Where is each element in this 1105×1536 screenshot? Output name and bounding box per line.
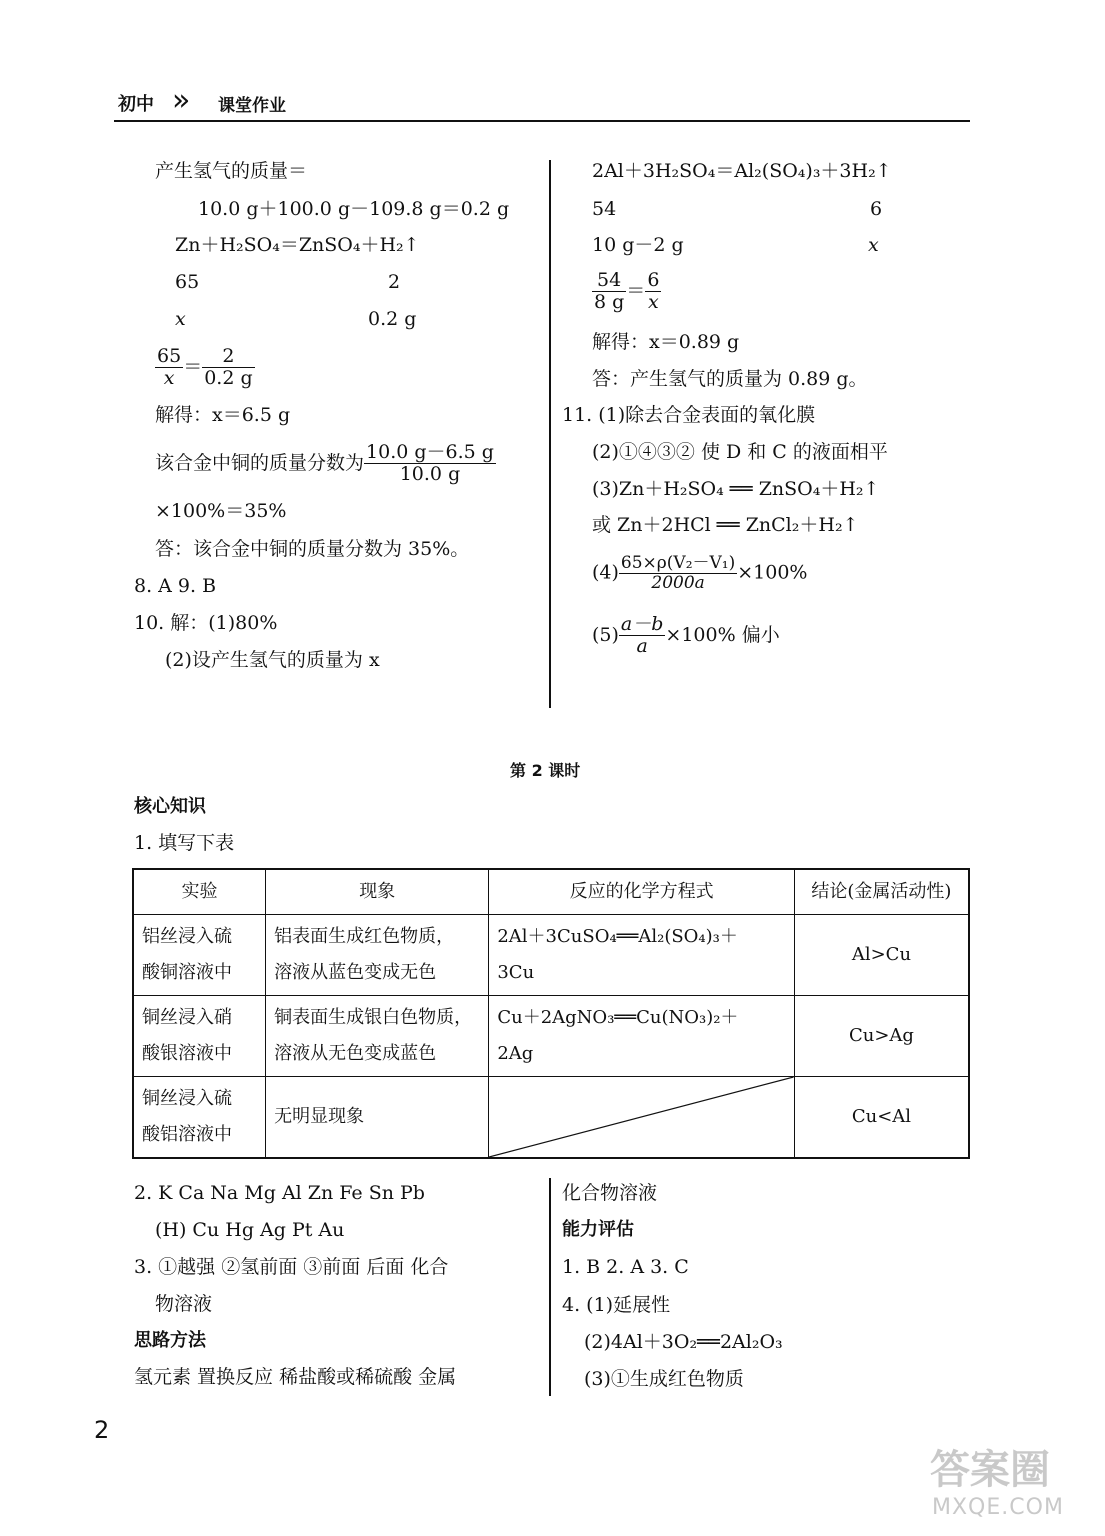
left-equation-zn: Zn＋H₂SO₄＝ZnSO₄＋H₂↑ xyxy=(175,234,420,256)
right-ratio-8g: 10 g－2 g xyxy=(592,234,684,256)
right-q11-3-alt: 或 Zn＋2HCl ══ ZnCl₂＋H₂↑ xyxy=(592,514,859,536)
right-q11-3: (3)Zn＋H₂SO₄ ══ ZnSO₄＋H₂↑ xyxy=(592,478,880,500)
left-solve-x: 解得：x＝6.5 g xyxy=(155,404,291,426)
ability-heading: 能力评估 xyxy=(562,1219,634,1240)
cell-conclusion: Al>Cu xyxy=(794,915,969,996)
left-ratio-65: 65 xyxy=(175,271,200,293)
section-title: 第 2 课时 xyxy=(510,761,581,780)
diagonal-slash xyxy=(489,1077,794,1157)
bottom-column-divider xyxy=(549,1178,551,1396)
left-copper-fraction-line: 该合金中铜的质量分数为 $\frac{10.0 g-6.5 g}{10.0 g}$ xyxy=(155,441,494,485)
table-row xyxy=(133,996,969,1077)
method-answer: 氢元素 置换反应 稀盐酸或稀硫酸 金属 xyxy=(134,1366,457,1388)
right-answer-hydrogen: 答：产生氢气的质量为 0.89 g。 xyxy=(592,368,868,390)
header-brand: 初中 xyxy=(118,94,154,115)
fraction-54-over-8g: $\frac{54}{8 g}$ xyxy=(594,269,625,313)
method-heading: 思路方法 xyxy=(134,1330,206,1351)
watermark-logo: 答案圈 xyxy=(930,1447,1050,1493)
watermark-url: MXQE.COM xyxy=(932,1495,1064,1520)
right-ratio-x: x xyxy=(868,234,879,256)
cell-experiment: 铜丝浸入硝 酸银溶液中 xyxy=(133,996,266,1077)
ability-q4-3: (3)①生成红色物质 xyxy=(584,1368,744,1390)
right-fraction-equation: $\frac{54}{8 g}$ ＝ $\frac{6}{x}$ xyxy=(594,269,660,313)
cell-equation: 2Al＋3CuSO₄══Al₂(SO₄)₃＋ 3Cu xyxy=(489,915,795,996)
q3-answer: 3. ①越强 ②氢前面 ③前面 后面 化合 xyxy=(134,1256,449,1278)
left-ratio-x: x xyxy=(175,308,186,330)
q3-answer-cont: 物溶液 xyxy=(155,1293,213,1315)
left-line-1: 产生氢气的质量＝ xyxy=(155,160,308,182)
th-equation: 反应的化学方程式 xyxy=(489,869,795,915)
cell-experiment: 铜丝浸入硫 酸铝溶液中 xyxy=(133,1077,266,1159)
page-number: 2 xyxy=(94,1416,110,1444)
ability-q1-3: 1. B 2. A 3. C xyxy=(562,1256,689,1278)
ability-q4-2: (2)4Al＋3O₂══2Al₂O₃ xyxy=(584,1331,783,1353)
fraction-6-over-x: $\frac{6}{x}$ xyxy=(647,269,660,313)
double-chevron-icon: » xyxy=(172,83,191,118)
fraction-65-over-x: $\frac{65}{x}$ xyxy=(157,345,182,389)
left-ratio-02g: 0.2 g xyxy=(368,308,417,330)
left-q10: 10. 解：(1)80% xyxy=(134,612,278,634)
table-row xyxy=(133,915,969,996)
cell-equation: Cu＋2AgNO₃══Cu(NO₃)₂＋ 2Ag xyxy=(489,996,795,1077)
experiment-table xyxy=(132,868,970,1159)
left-q8-q9: 8. A 9. B xyxy=(134,575,217,597)
right-solve-x: 解得：x＝0.89 g xyxy=(592,331,740,353)
q2-metal-series: 2. K Ca Na Mg Al Zn Fe Sn Pb xyxy=(134,1182,425,1204)
left-line-2: 10.0 g＋100.0 g－109.8 g＝0.2 g xyxy=(198,198,510,220)
fraction-2-over-02g: $\frac{2}{0.2 g}$ xyxy=(204,345,253,389)
left-ratio-2: 2 xyxy=(388,271,401,293)
left-answer-copper: 答：该合金中铜的质量分数为 35%。 xyxy=(155,538,470,560)
th-conclusion: 结论(金属活动性) xyxy=(794,869,969,915)
cell-phenomenon: 铝表面生成红色物质， 溶液从蓝色变成无色 xyxy=(266,915,489,996)
fraction-q11-5: $\frac{a-b}{a}$ xyxy=(620,613,664,657)
th-experiment: 实验 xyxy=(133,869,266,915)
core-knowledge-heading: 核心知识 xyxy=(134,796,206,817)
fraction-q11-4: $\frac{\text{65×ρ(V₂－V₁)}}{2000a}$ xyxy=(620,553,736,593)
ability-q4-1: 4. (1)延展性 xyxy=(562,1294,671,1316)
cell-experiment: 铝丝浸入硫 酸铜溶液中 xyxy=(133,915,266,996)
top-column-divider xyxy=(549,160,551,708)
table-header-row xyxy=(133,869,969,915)
th-phenomenon: 现象 xyxy=(266,869,489,915)
q1-fill-table: 1. 填写下表 xyxy=(134,832,235,854)
q2-metal-series-cont: (H) Cu Hg Ag Pt Au xyxy=(155,1219,345,1241)
right-equation-al: 2Al＋3H₂SO₄＝Al₂(SO₄)₃＋3H₂↑ xyxy=(592,160,892,182)
cell-conclusion: Cu>Ag xyxy=(794,996,969,1077)
cell-conclusion: Cu<Al xyxy=(794,1077,969,1159)
left-q10-2: (2)设产生氢气的质量为 x xyxy=(165,649,380,671)
right-q11-4: (4) $\frac{\text{65×ρ(V₂－V₁)}}{2000a}$ ×100% xyxy=(592,553,808,593)
left-percent-35: ×100%＝35% xyxy=(155,500,287,522)
cell-equation-empty xyxy=(489,1077,795,1159)
method-answer-cont: 化合物溶液 xyxy=(562,1182,658,1204)
header-title: 课堂作业 xyxy=(218,96,286,116)
right-q11-1: 11. (1)除去合金表面的氧化膜 xyxy=(562,404,816,426)
right-q11-5: (5) $\frac{a-b}{a}$ ×100% 偏小 xyxy=(592,613,780,657)
right-ratio-6: 6 xyxy=(870,198,883,220)
table-row xyxy=(133,1077,969,1159)
header-rule xyxy=(114,120,970,122)
left-fraction-equation: $\frac{65}{x}$ ＝ $\frac{2}{0.2 g}$ xyxy=(157,345,253,389)
cell-phenomenon: 铜表面生成银白色物质， 溶液从无色变成蓝色 xyxy=(266,996,489,1077)
cell-phenomenon: 无明显现象 xyxy=(266,1077,489,1159)
right-q11-2: (2)①④③② 使 D 和 C 的液面相平 xyxy=(592,441,888,463)
right-ratio-54: 54 xyxy=(592,198,617,220)
fraction-copper: $\frac{10.0 g-6.5 g}{10.0 g}$ xyxy=(366,441,494,485)
